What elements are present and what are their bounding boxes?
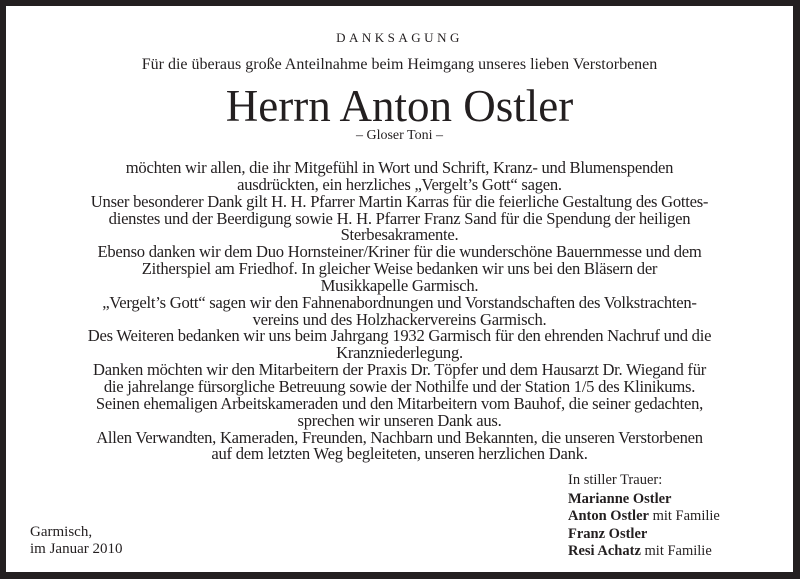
- body-line: Unser besonderer Dank gilt H. H. Pfarrer Martin Karras für die feierliche Gestaltung des Gottes-: [90, 191, 709, 211]
- intro-text: Für die überaus große Anteilnahme beim Heimgang unseres lieben Verstorbenen: [141, 56, 658, 73]
- mourner-suffix: mit Familie: [648, 508, 720, 525]
- mourner-name: Franz Ostler: [568, 525, 648, 542]
- body-line: dienstes und der Beerdigung sowie H. H. Pfarrer Franz Sand für die Spendung der heiligen: [108, 208, 691, 228]
- body-line: sprechen wir unseren Dank aus.: [297, 410, 502, 430]
- obituary-notice: [6, 6, 793, 572]
- body-line: Sterbesakramente.: [340, 225, 459, 245]
- mourner: [568, 543, 720, 560]
- deceased-name: Herrn Anton Ostler: [225, 81, 574, 131]
- body-line: Danken möchten wir den Mitarbeitern der Praxis Dr. Töpfer und dem Hausarzt Dr. Wiegand für: [92, 360, 707, 380]
- body-line: Ebenso danken wir dem Duo Hornsteiner/Kriner für die wunderschöne Bauernmesse und dem: [97, 242, 702, 262]
- body-line: ausdrückten, ein herzliches „Vergelt’s Gott“ sagen.: [237, 174, 562, 194]
- date: im Januar 2010: [30, 541, 123, 557]
- body-line: Allen Verwandten, Kameraden, Freunden, Nachbarn und Bekannten, die unseren Verstorbenen: [96, 427, 703, 447]
- body-line: auf dem letzten Weg begleiteten, unseren herzlichen Dank.: [211, 444, 588, 464]
- mourner: [568, 508, 720, 525]
- notice-kicker: DANKSAGUNG: [336, 30, 463, 45]
- mourner: [568, 491, 720, 508]
- body-line: Kranzniederlegung.: [336, 343, 463, 363]
- mourners-block: [568, 472, 720, 560]
- mourner-name: Resi Achatz: [568, 542, 641, 559]
- body-line: die jahrelange fürsorgliche Betreuung sowie der Nothilfe und der Station 1/5 des Klinikums.: [103, 376, 696, 396]
- mourner-name: Anton Ostler: [568, 508, 649, 525]
- body-line: Des Weiteren bedanken wir uns beim Jahrgang 1932 Garmisch für den ehrenden Nachruf und die: [87, 326, 712, 346]
- body-line: „Vergelt’s Gott“ sagen wir den Fahnenabordnungen und Vorstandschaften des Volkstrachten-: [102, 292, 697, 312]
- mourner-suffix: mit Familie: [640, 542, 712, 559]
- thanks-body: [6, 160, 793, 463]
- mourners-heading: In stiller Trauer:: [568, 472, 663, 488]
- body-line: Musikkapelle Garmisch.: [320, 275, 479, 295]
- mourner: [568, 526, 720, 543]
- body-line: möchten wir allen, die ihr Mitgefühl in Wort und Schrift, Kranz- und Blumenspenden: [125, 158, 674, 177]
- body-line: Seinen ehemaligen Arbeitskameraden und den Mitarbeitern vom Bauhof, die seiner gedachten,: [95, 393, 704, 413]
- body-line: vereins und des Holzhackervereins Garmisch.: [252, 309, 547, 329]
- place-date: [30, 524, 122, 558]
- place: Garmisch,: [30, 524, 93, 540]
- nickname: – Gloser Toni –: [355, 128, 444, 143]
- body-line: Zitherspiel am Friedhof. In gleicher Weise bedanken wir uns bei den Bläsern der: [141, 259, 658, 279]
- mourner-name: Marianne Ostler: [568, 491, 672, 508]
